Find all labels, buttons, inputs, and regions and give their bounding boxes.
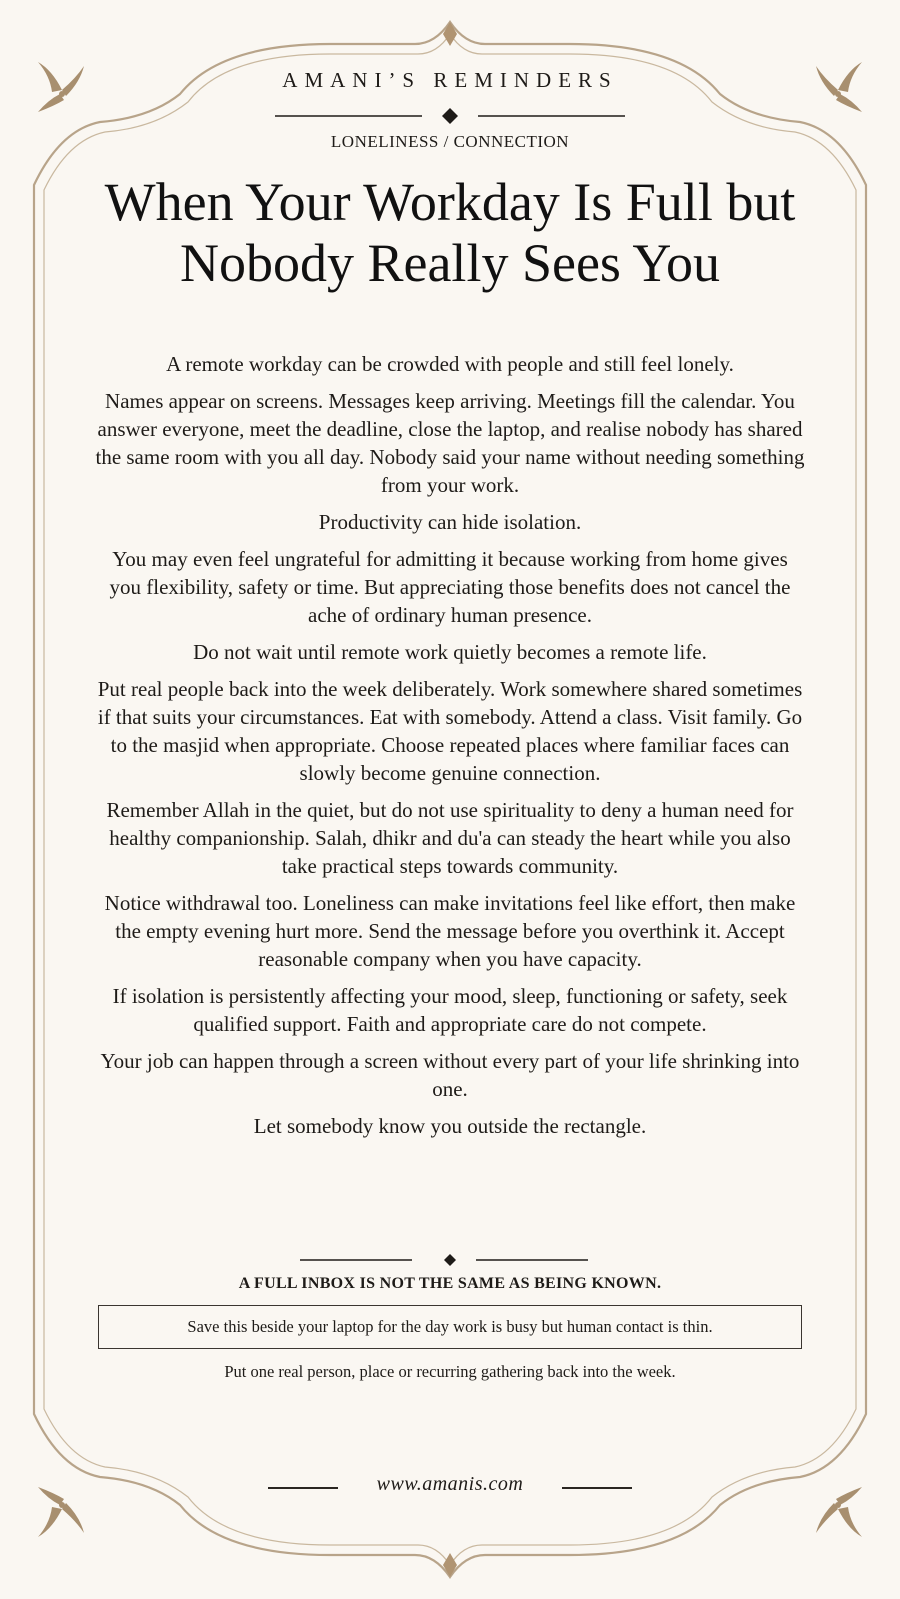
page-title: When Your Workday Is Full but Nobody Really Sees You — [104, 172, 796, 293]
category-label: LONELINESS / CONNECTION — [330, 132, 570, 151]
body-paragraph: Remember Allah in the quiet, but do not use spirituality to deny a human need for healthy companionship. Salah, dhikr and du'a can steady the heart while you also take practical steps towards community. — [106, 798, 794, 878]
brand-name: AMANI’S REMINDERS — [282, 68, 618, 92]
save-note-text: Save this beside your laptop for the day work is busy but human contact is thin. — [187, 1317, 713, 1336]
body-paragraph: Notice withdrawal too. Loneliness can make invitations feel like effort, then make the empty evening hurt more. Send the message before you overthink it. Accept reasonable company when you have capacity. — [104, 891, 796, 971]
action-prompt: Put one real person, place or recurring gathering back into the week. — [224, 1362, 676, 1381]
body-paragraph: A remote workday can be crowded with people and still feel lonely. — [166, 352, 734, 376]
body-paragraph: Do not wait until remote work quietly becomes a remote life. — [193, 640, 707, 664]
save-note-box — [98, 1305, 802, 1349]
closing-divider — [300, 1248, 600, 1272]
brand-divider — [270, 104, 630, 128]
body-paragraph: If isolation is persistently affecting your mood, sleep, functioning or safety, seek qualified support. Faith and appropriate care do not compete. — [112, 984, 788, 1036]
body-paragraph: You may even feel ungrateful for admitting it because working from home gives you flexibility, safety or time. But appreciating those benefits does not cancel the ache of ordinary human presence. — [109, 547, 791, 627]
footer-url: www.amanis.com — [376, 1473, 524, 1495]
footer-rule-right — [562, 1487, 632, 1489]
top-diamond-ornament — [443, 22, 457, 46]
bottom-diamond-ornament — [443, 1553, 457, 1577]
reminder-body — [95, 350, 805, 1149]
body-paragraph: Let somebody know you outside the rectangle. — [253, 1114, 647, 1138]
body-paragraph: Productivity can hide isolation. — [318, 510, 582, 534]
body-paragraph: Names appear on screens. Messages keep arriving. Meetings fill the calendar. You answer everyone, meet the deadline, close the laptop, and realise nobody has shared the same room with you all day. Nobody said your name without needing something from your work. — [95, 389, 805, 497]
body-paragraph: Your job can happen through a screen without every part of your life shrinking into one. — [100, 1049, 800, 1101]
closing-tagline: A FULL INBOX IS NOT THE SAME AS BEING KNOWN. — [238, 1275, 662, 1292]
body-paragraph: Put real people back into the week deliberately. Work somewhere shared sometimes if that suits your circumstances. Eat with somebody. Attend a class. Visit family. Go to the masjid when appropriate. Choose repeated places where familiar faces can slowly become genuine connection. — [97, 677, 803, 785]
